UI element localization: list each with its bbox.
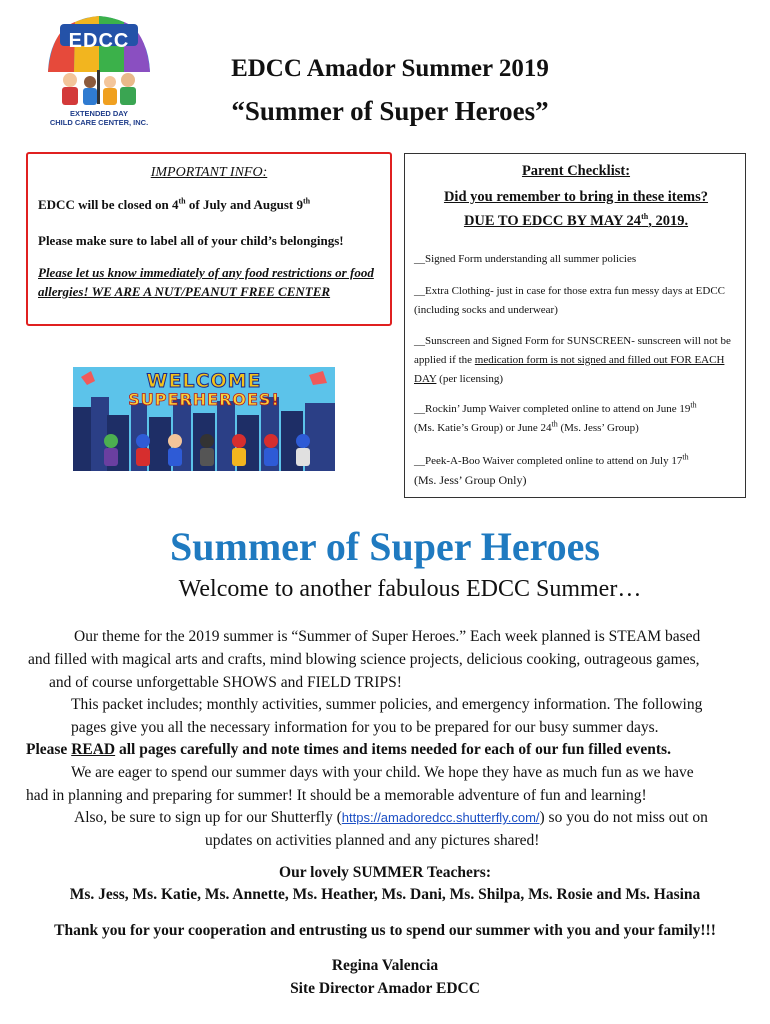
page-subtitle: “Summer of Super Heroes” xyxy=(231,96,549,126)
paragraph-packet-line2: pages give you all the necessary information for you to be prepared for our busy summer days. xyxy=(71,719,659,736)
paragraph-theme-line1: Our theme for the 2019 summer is “Summer of Super Heroes.” Each week planned is STEAM based xyxy=(74,628,701,645)
checklist-item-rockin-jump: __Rockin’ Jump Waiver completed online to attend on June 19th (Ms. Katie’s Group) or June 24th (Ms. Jess’ Group) xyxy=(414,400,697,434)
important-info-title: IMPORTANT INFO: xyxy=(150,165,268,180)
label-belongings-note: Please make sure to label all of your child’s belongings! xyxy=(38,233,344,248)
paragraph-read-notice: Please READ all pages carefully and note times and items needed for each of our fun filled events. xyxy=(26,741,671,758)
logo-subtitle-line1: EXTENDED DAY xyxy=(69,109,129,118)
checklist-item-peek-a-boo: __Peek-A-Boo Waiver completed online to attend on July 17th (Ms. Jess’ Group Only) xyxy=(414,452,689,487)
banner-superheroes-text: SUPERHEROES! xyxy=(128,390,280,409)
welcome-superheroes-banner xyxy=(73,367,335,471)
signature-title: Site Director Amador EDCC xyxy=(290,980,480,997)
parent-checklist-box xyxy=(404,153,746,498)
food-allergy-note: Please let us know immediately of any food restrictions or food allergies! WE ARE A NUT/PEANUT FREE CENTER xyxy=(38,265,374,299)
checklist-title: Parent Checklist: xyxy=(521,163,631,179)
teachers-list: Ms. Jess, Ms. Katie, Ms. Annette, Ms. Heather, Ms. Dani, Ms. Shilpa, Ms. Rosie and Ms. Hasina xyxy=(69,886,701,903)
signature-name: Regina Valencia xyxy=(331,957,439,974)
checklist-question: Did you remember to bring in these items? xyxy=(443,189,709,205)
paragraph-packet-line1: This packet includes; monthly activities, summer policies, and emergency information. The following xyxy=(71,696,703,713)
paragraph-eager-line2: had in planning and preparing for summer! It should be a memorable adventure of fun and learning! xyxy=(26,787,647,804)
checklist-item-sunscreen: __Sunscreen and Signed Form for SUNSCREEN- sunscreen will not be applied if the medication form is not signed and filled out FOR EACH DAY (per licensing) xyxy=(414,335,731,385)
paragraph-theme-line2: and filled with magical arts and crafts, mind blowing science projects, delicious cooking, outrageous games, xyxy=(28,651,700,668)
paragraph-eager-line1: We are eager to spend our summer days with your child. We hope they have as much fun as we have xyxy=(71,764,694,781)
logo-brand: EDCC xyxy=(68,30,130,52)
welcome-subtitle: Welcome to another fabulous EDCC Summer… xyxy=(178,576,642,602)
important-info-box xyxy=(26,152,392,326)
shutterfly-link[interactable]: https://amadoredcc.shutterfly.com/ xyxy=(341,810,540,825)
checklist-item-signed-form: __Signed Form understanding all summer policies xyxy=(414,253,637,265)
paragraph-theme-line3: and of course unforgettable SHOWS and FIELD TRIPS! xyxy=(49,674,402,691)
teachers-title: Our lovely SUMMER Teachers: xyxy=(279,864,491,881)
banner-welcome-text: WELCOME xyxy=(146,370,262,392)
checklist-item-extra-clothing: __Extra Clothing- just in case for those extra fun messy days at EDCC (including socks and underwear) xyxy=(414,285,725,316)
paragraph-shutterfly-line2: updates on activities planned and any pictures shared! xyxy=(205,832,540,849)
thank-you-note: Thank you for your cooperation and entrusting us to spend our summer with you and your family!!! xyxy=(54,922,716,939)
logo-subtitle-line2: CHILD CARE CENTER, INC. xyxy=(49,118,149,127)
checklist-due-date: DUE TO EDCC BY MAY 24th, 2019. xyxy=(463,212,689,229)
page-title: EDCC Amador Summer 2019 xyxy=(231,55,549,82)
section-title: Summer of Super Heroes xyxy=(170,524,600,569)
paragraph-shutterfly-line1: Also, be sure to sign up for our Shutterfly (https://amadoredcc.shutterfly.com/) so you do not miss out on xyxy=(74,809,708,826)
closure-dates: EDCC will be closed on 4th of July and August 9th xyxy=(38,196,311,212)
edcc-logo xyxy=(40,10,158,136)
